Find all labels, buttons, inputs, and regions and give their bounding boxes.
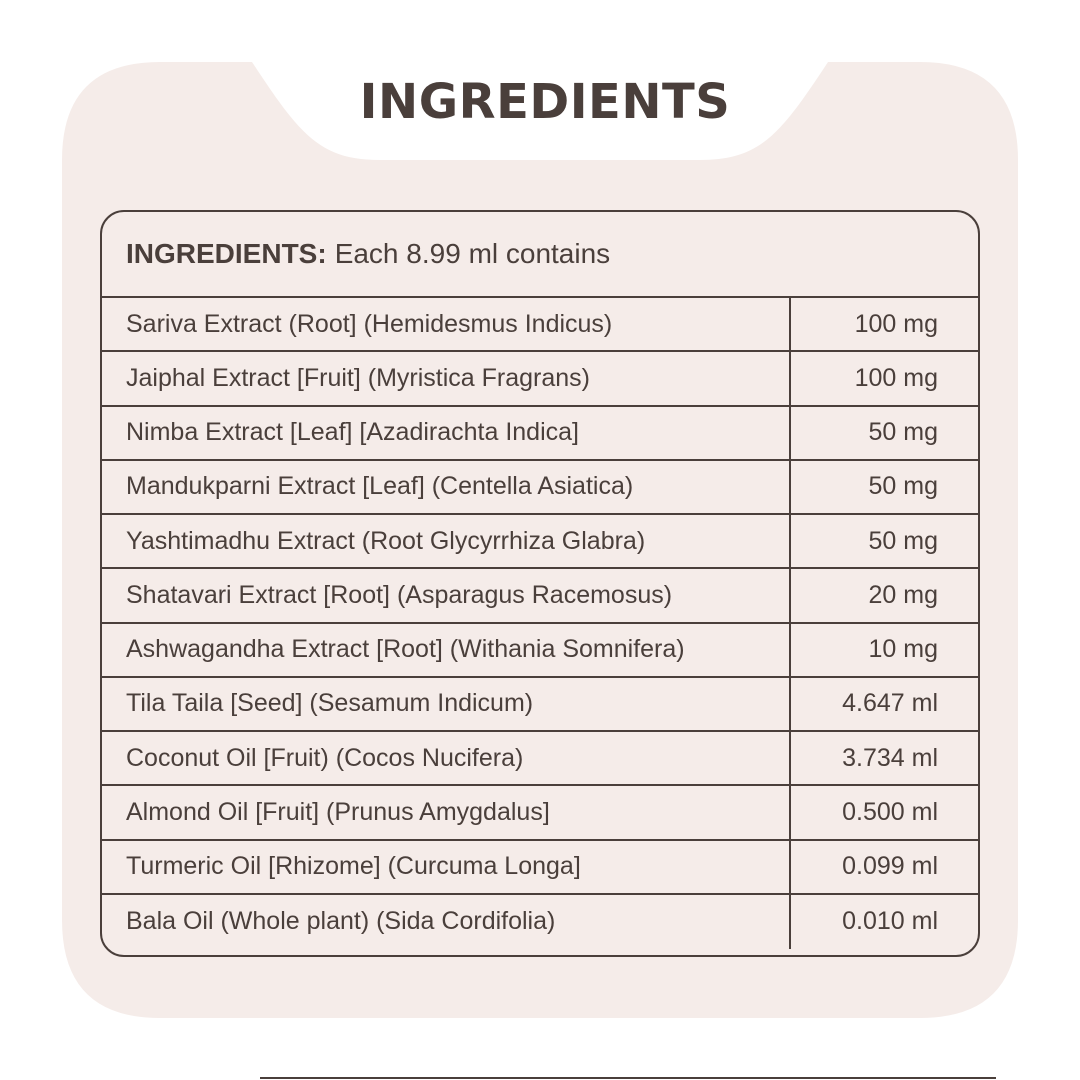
ingredient-name: Mandukparni Extract [Leaf] (Centella Asiatica) bbox=[102, 461, 791, 513]
table-row bbox=[102, 298, 978, 352]
ingredient-quantity: 50 mg bbox=[868, 418, 938, 447]
table-row bbox=[102, 841, 978, 895]
table-row bbox=[102, 678, 978, 732]
ingredient-quantity: 0.500 ml bbox=[842, 797, 938, 826]
ingredient-name: Turmeric Oil [Rhizome] (Curcuma Longa] bbox=[102, 841, 791, 893]
ingredient-name: Yashtimadhu Extract (Root Glycyrrhiza Glabra) bbox=[102, 515, 791, 567]
table-row bbox=[102, 786, 978, 840]
ingredient-name: Sariva Extract (Root] (Hemidesmus Indicus) bbox=[102, 298, 791, 350]
table-row bbox=[102, 461, 978, 515]
table-row bbox=[102, 352, 978, 406]
ingredient-name: Jaiphal Extract [Fruit] (Myristica Fragrans) bbox=[102, 352, 791, 404]
table-header-label: INGREDIENTS: bbox=[126, 238, 327, 269]
bottom-divider bbox=[260, 1077, 996, 1079]
table-row bbox=[102, 624, 978, 678]
ingredient-name: Bala Oil (Whole plant) (Sida Cordifolia) bbox=[102, 895, 791, 949]
ingredient-quantity: 10 mg bbox=[868, 635, 938, 664]
ingredient-quantity: 3.734 ml bbox=[842, 743, 938, 772]
table-row bbox=[102, 895, 978, 949]
ingredient-quantity: 0.010 ml bbox=[842, 907, 938, 936]
table-row bbox=[102, 407, 978, 461]
ingredient-quantity: 4.647 ml bbox=[842, 689, 938, 718]
ingredient-name: Tila Taila [Seed] (Sesamum Indicum) bbox=[102, 678, 791, 730]
table-header-text: Each 8.99 ml contains bbox=[334, 238, 611, 269]
ingredient-name: Almond Oil [Fruit] (Prunus Amygdalus] bbox=[102, 786, 791, 838]
ingredient-quantity: 50 mg bbox=[868, 526, 938, 555]
ingredient-name: Shatavari Extract [Root] (Asparagus Racemosus) bbox=[102, 569, 791, 621]
ingredient-quantity: 100 mg bbox=[854, 363, 938, 392]
ingredient-quantity: 100 mg bbox=[854, 309, 938, 338]
ingredient-quantity: 50 mg bbox=[868, 472, 938, 501]
ingredient-name: Coconut Oil [Fruit) (Cocos Nucifera) bbox=[102, 732, 791, 784]
ingredient-quantity: 20 mg bbox=[868, 580, 938, 609]
table-row bbox=[102, 569, 978, 623]
table-row bbox=[102, 732, 978, 786]
ingredients-table bbox=[100, 210, 980, 957]
ingredient-name: Nimba Extract [Leaf] [Azadirachta Indica] bbox=[102, 407, 791, 459]
table-row bbox=[102, 515, 978, 569]
table-header bbox=[102, 212, 978, 298]
ingredient-quantity: 0.099 ml bbox=[842, 852, 938, 881]
page-title: INGREDIENTS bbox=[359, 74, 731, 130]
ingredient-name: Ashwagandha Extract [Root] (Withania Somnifera) bbox=[102, 624, 791, 676]
